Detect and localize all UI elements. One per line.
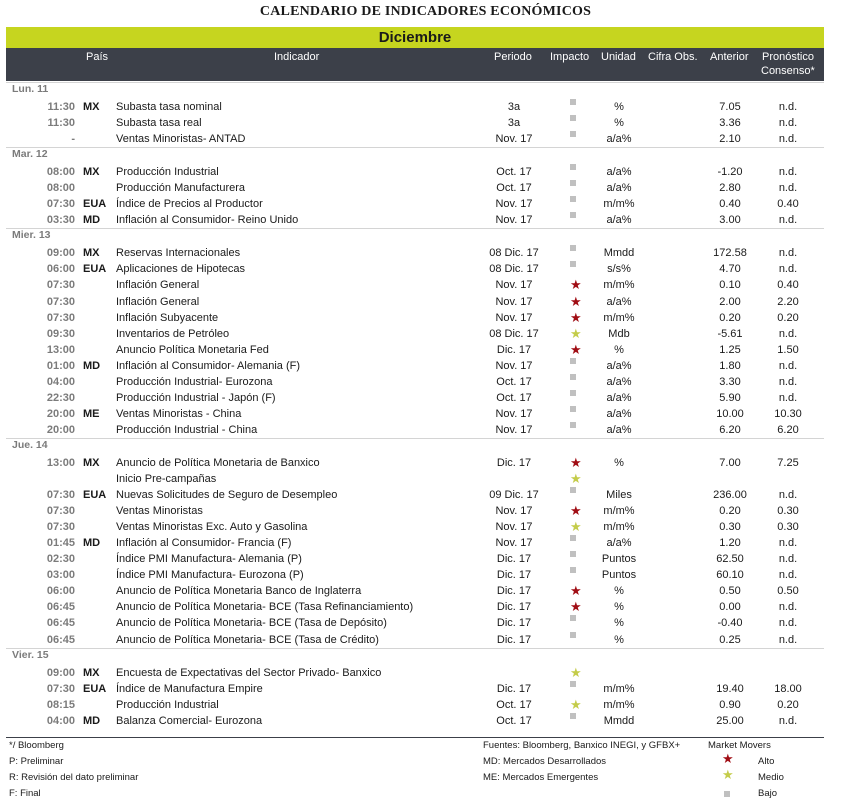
row-indicator: Inventarios de Petróleo: [116, 327, 230, 340]
row-pronostico: n.d.: [778, 553, 798, 566]
row-country: MD: [83, 714, 101, 727]
row-period: Nov. 17: [495, 198, 533, 211]
table-row: [0, 713, 851, 729]
row-pronostico: 1.50: [777, 343, 799, 356]
row-anterior: 1.80: [719, 359, 741, 372]
row-country: EUA: [83, 682, 107, 695]
row-country: MX: [83, 666, 100, 679]
row-indicator: Producción Industrial - Japón (F): [116, 391, 276, 404]
footnote-bloomberg: */ Bloomberg: [9, 740, 64, 751]
row-time: 13:00: [46, 343, 75, 356]
row-anterior: 3.36: [719, 117, 741, 130]
row-unit: m/m%: [603, 279, 635, 292]
table-row: [0, 615, 851, 631]
footnote-sources: Fuentes: Bloomberg, Banxico INEGI, y GFBX+: [483, 740, 681, 751]
row-period: Nov. 17: [495, 423, 533, 436]
table-row: 07:30 Ventas Minoristas Nov. 17 m/m% 0.20 0.30 ★: [0, 503, 851, 519]
row-indicator: Aplicaciones de Hipotecas: [116, 263, 246, 276]
row-time: 09:00: [46, 666, 75, 679]
row-pronostico: 10.30: [774, 407, 802, 420]
row-time: 06:45: [46, 633, 75, 646]
row-period: Oct. 17: [496, 375, 532, 388]
row-pronostico: n.d.: [778, 117, 798, 130]
table-row: 07:30 Ventas Minoristas Exc. Auto y Gasolina Nov. 17 m/m% 0.30 0.30 ★: [0, 519, 851, 535]
row-unit: %: [614, 456, 624, 469]
row-unit: s/s%: [607, 263, 631, 276]
row-indicator: Anuncio de Política Monetaria- BCE (Tasa de Crédito): [116, 633, 379, 646]
table-row: 08:15 Producción Industrial Oct. 17 m/m% 0.90 0.20 ★: [0, 697, 851, 713]
table-row: [0, 632, 851, 648]
row-country: MX: [83, 247, 100, 260]
row-pronostico: n.d.: [778, 617, 798, 630]
row-indicator: Inflación Subyacente: [116, 311, 219, 324]
row-period: Oct. 17: [496, 698, 532, 711]
day-label: Mar. 12: [12, 148, 48, 161]
row-pronostico: 0.20: [777, 698, 799, 711]
row-unit: Puntos: [601, 553, 637, 566]
footnote-final: F: Final: [9, 788, 41, 799]
row-anterior: 2.10: [719, 133, 741, 146]
row-unit: a/a%: [606, 375, 632, 388]
row-anterior: 0.10: [719, 279, 741, 292]
row-period: Dic. 17: [496, 456, 532, 469]
legend-medio-icon: ★: [722, 767, 734, 782]
table-row: Inicio Pre-campañas ★: [116, 471, 582, 486]
row-pronostico: 0.30: [777, 505, 799, 518]
row-unit: a/a%: [606, 537, 632, 550]
row-unit: m/m%: [603, 521, 635, 534]
row-anterior: 2.80: [719, 182, 741, 195]
row-anterior: 4.70: [719, 263, 741, 276]
header-pais: País: [86, 51, 109, 63]
row-pronostico: 0.50: [777, 585, 799, 598]
row-country: MD: [83, 537, 101, 550]
row-pronostico: n.d.: [778, 101, 798, 113]
row-country: MX: [83, 101, 100, 113]
row-indicator: Índice de Manufactura Empire: [116, 682, 263, 695]
day-separator: [6, 147, 824, 148]
table-row: [0, 390, 851, 406]
row-anterior: 6.20: [719, 423, 741, 436]
row-unit: %: [614, 617, 624, 630]
row-anterior: 172.58: [713, 247, 747, 260]
row-time: 07:30: [46, 505, 75, 518]
row-indicator: Producción Industrial - China: [116, 423, 258, 436]
row-period: Dic. 17: [496, 601, 532, 614]
table-row: 07:30 Inflación Subyacente Nov. 17 m/m% 0.20 0.20 ★: [0, 310, 851, 326]
row-indicator: Índice de Precios al Productor: [116, 198, 263, 211]
table-row: [0, 422, 851, 438]
table-row: [0, 212, 851, 228]
footnote-md: MD: Mercados Desarrollados: [483, 756, 607, 767]
row-period: 3a: [507, 117, 521, 130]
row-unit: %: [614, 343, 624, 356]
row-time: 06:45: [46, 617, 75, 630]
table-row: [0, 358, 851, 374]
row-anterior: -1.20: [717, 166, 743, 179]
day-label: Mier. 13: [12, 229, 51, 242]
row-period: 08 Dic. 17: [489, 247, 539, 260]
row-anterior: 0.00: [719, 601, 741, 614]
table-row: [0, 164, 851, 180]
row-pronostico: n.d.: [778, 375, 798, 388]
day-label: Lun. 11: [12, 83, 49, 95]
row-period: Nov. 17: [495, 407, 533, 420]
row-indicator: Producción Manufacturera: [116, 182, 246, 195]
row-anterior: 2.00: [719, 295, 741, 308]
row-unit: %: [614, 585, 624, 598]
row-time: 07:30: [46, 682, 75, 695]
row-indicator: Anuncio de Política Monetaria- BCE (Tasa de Depósito): [116, 617, 387, 630]
row-pronostico: n.d.: [778, 182, 798, 195]
row-period: Dic. 17: [496, 585, 532, 598]
row-anterior: 60.10: [716, 569, 744, 582]
row-anterior: 0.40: [719, 198, 741, 211]
row-pronostico: 0.40: [777, 198, 799, 211]
header-consenso: Consenso*: [761, 65, 815, 77]
row-indicator: Encuesta de Expectativas del Sector Privado- Banxico: [116, 666, 382, 679]
table-row: 09:00 MX Encuesta de Expectativas del Sector Privado- Banxico ★: [0, 665, 851, 681]
row-indicator: Nuevas Solicitudes de Seguro de Desempleo: [116, 489, 338, 502]
row-period: Nov. 17: [495, 295, 533, 308]
row-time: 11:30: [47, 101, 75, 113]
row-pronostico: n.d.: [778, 133, 798, 146]
row-period: Nov. 17: [495, 133, 533, 146]
header-anterior: Anterior: [710, 51, 749, 63]
row-unit: a/a%: [606, 407, 632, 420]
row-unit: a/a%: [606, 423, 632, 436]
row-anterior: 19.40: [716, 682, 744, 695]
row-pronostico: n.d.: [778, 489, 798, 502]
row-anterior: 7.00: [719, 456, 741, 469]
row-anterior: 0.20: [719, 505, 741, 518]
row-anterior: 5.90: [719, 391, 741, 404]
legend-bajo-icon: [724, 789, 730, 800]
row-unit: %: [614, 601, 624, 614]
row-pronostico: 0.30: [777, 521, 799, 534]
row-period: Dic. 17: [496, 553, 532, 566]
day-separator: [6, 228, 824, 229]
row-period: Nov. 17: [495, 359, 533, 372]
row-anterior: 236.00: [713, 489, 747, 502]
table-row: [0, 131, 851, 147]
row-pronostico: n.d.: [778, 569, 798, 582]
table-row: [0, 487, 851, 503]
row-period: Oct. 17: [496, 182, 532, 195]
row-period: Nov. 17: [495, 311, 533, 324]
table-row: [0, 245, 851, 261]
row-time: 06:45: [46, 601, 75, 614]
row-indicator: Inflación al Consumidor- Alemania (F): [116, 359, 301, 372]
table-row: 13:00 Anuncio Política Monetaria Fed Dic. 17 % 1.25 1.50 ★: [0, 342, 851, 358]
row-time: 11:30: [47, 117, 75, 130]
legend-title: Market Movers: [708, 740, 771, 751]
row-pronostico: n.d.: [778, 166, 798, 179]
row-indicator: Inflación General: [116, 295, 200, 308]
row-period: 08 Dic. 17: [489, 263, 539, 276]
row-unit: m/m%: [603, 311, 635, 324]
row-anterior: 0.50: [719, 585, 741, 598]
row-period: Dic. 17: [496, 682, 532, 695]
row-time: 02:30: [46, 553, 75, 566]
row-period: Oct. 17: [496, 714, 532, 727]
table-row: [0, 180, 851, 196]
row-period: 3a: [507, 101, 521, 113]
footer-divider: [6, 737, 824, 738]
row-unit: m/m%: [603, 505, 635, 518]
row-indicator: Ventas Minoristas - China: [116, 407, 242, 420]
row-time: 13:00: [46, 456, 75, 469]
row-time: 07:30: [46, 311, 75, 324]
row-anterior: 1.20: [719, 537, 741, 550]
row-time: 07:30: [46, 489, 75, 502]
row-pronostico: n.d.: [778, 247, 798, 260]
header-impacto: Impacto: [550, 51, 590, 63]
row-indicator: Inicio Pre-campañas: [116, 473, 217, 485]
row-time: 22:30: [46, 391, 75, 404]
table-row: [0, 115, 851, 131]
row-pronostico: 0.40: [777, 279, 799, 292]
row-unit: Puntos: [601, 569, 637, 582]
row-anterior: -5.61: [717, 327, 743, 340]
row-time: 20:00: [46, 423, 75, 436]
table-row: [0, 681, 851, 697]
row-pronostico: n.d.: [778, 359, 798, 372]
row-anterior: 0.30: [719, 521, 741, 534]
header-periodo: Periodo: [494, 51, 532, 63]
row-time: -: [71, 133, 75, 146]
row-country: EUA: [83, 263, 107, 276]
row-unit: a/a%: [606, 133, 632, 146]
row-unit: m/m%: [603, 198, 635, 211]
header-indicador: Indicador: [274, 51, 320, 63]
row-indicator: Índice PMI Manufactura- Eurozona (P): [116, 569, 304, 582]
row-anterior: 1.25: [719, 343, 741, 356]
row-anterior: 0.25: [719, 633, 741, 646]
row-unit: a/a%: [606, 295, 632, 308]
table-row: [0, 374, 851, 390]
row-indicator: Balanza Comercial- Eurozona: [116, 714, 263, 727]
legend-medio-label: Medio: [758, 772, 784, 783]
row-unit: Mmdd: [603, 714, 635, 727]
row-period: 09 Dic. 17: [489, 489, 539, 502]
row-pronostico: 0.20: [777, 311, 799, 324]
row-indicator: Inflación General: [116, 279, 200, 292]
row-anterior: -0.40: [717, 617, 743, 630]
row-indicator: Anuncio Política Monetaria Fed: [116, 343, 269, 356]
row-anterior: 10.00: [716, 407, 744, 420]
row-anterior: 0.90: [719, 698, 741, 711]
row-unit: a/a%: [606, 182, 632, 195]
row-indicator: Ventas Minoristas: [116, 505, 203, 518]
row-country: MD: [83, 214, 101, 227]
row-period: Nov. 17: [495, 279, 533, 292]
table-row: [0, 535, 851, 551]
row-unit: a/a%: [606, 391, 632, 404]
row-unit: a/a%: [606, 359, 632, 372]
row-unit: a/a%: [606, 166, 632, 179]
row-period: Nov. 17: [495, 214, 533, 227]
row-time: 08:00: [46, 182, 75, 195]
row-time: 01:00: [46, 359, 75, 372]
row-indicator: Anuncio de Política Monetaria Banco de Inglaterra: [116, 585, 362, 598]
row-indicator: Inflación al Consumidor- Francia (F): [116, 537, 292, 550]
row-pronostico: n.d.: [778, 601, 798, 614]
row-indicator: Anuncio de Política Monetaria- BCE (Tasa Refinanciamiento): [116, 601, 414, 614]
row-pronostico: n.d.: [778, 391, 798, 404]
row-anterior: 3.00: [719, 214, 741, 227]
row-unit: m/m%: [603, 682, 635, 695]
day-separator: [6, 648, 824, 649]
row-time: 07:30: [46, 198, 75, 211]
row-time: 08:00: [46, 166, 75, 179]
table-row: 07:30 Inflación General Nov. 17 a/a% 2.00 2.20 ★: [0, 294, 851, 310]
row-time: 09:30: [46, 327, 75, 340]
row-indicator: Anuncio de Política Monetaria de Banxico: [116, 456, 320, 469]
day-separator: [6, 438, 824, 439]
row-indicator: Ventas Minoristas- ANTAD: [116, 133, 246, 146]
footnote-revision: R: Revisión del dato preliminar: [9, 772, 139, 783]
row-pronostico: 6.20: [777, 423, 799, 436]
row-time: 04:00: [46, 714, 75, 727]
row-time: 06:00: [46, 263, 75, 276]
row-period: Dic. 17: [496, 569, 532, 582]
row-time: 07:30: [46, 521, 75, 534]
row-period: Oct. 17: [496, 166, 532, 179]
row-unit: a/a%: [606, 214, 632, 227]
row-indicator: Producción Industrial- Eurozona: [116, 375, 273, 388]
row-unit: Mdb: [608, 327, 630, 340]
row-anterior: 25.00: [716, 714, 744, 727]
row-indicator: Ventas Minoristas Exc. Auto y Gasolina: [116, 521, 308, 534]
row-anterior: 3.30: [719, 375, 741, 388]
table-row: [0, 99, 851, 115]
row-pronostico: n.d.: [778, 214, 798, 227]
table-row: 13:00 MX Anuncio de Política Monetaria de Banxico Dic. 17 % 7.00 7.25 ★: [0, 455, 851, 471]
table-row: 06:00 Anuncio de Política Monetaria Banco de Inglaterra Dic. 17 % 0.50 0.50 ★: [0, 583, 851, 599]
row-pronostico: 2.20: [777, 295, 799, 308]
table-header: [6, 48, 824, 81]
row-country: MX: [83, 456, 100, 469]
row-indicator: Índice PMI Manufactura- Alemania (P): [116, 553, 302, 566]
row-time: 03:30: [46, 214, 75, 227]
row-country: EUA: [83, 198, 107, 211]
legend-bajo-label: Bajo: [758, 788, 778, 799]
footnote-preliminar: P: Preliminar: [9, 756, 64, 767]
row-anterior: 62.50: [716, 553, 744, 566]
row-anterior: 0.20: [719, 311, 741, 324]
row-indicator: Reservas Internacionales: [116, 247, 241, 260]
row-unit: m/m%: [603, 698, 635, 711]
row-country: EUA: [83, 489, 107, 502]
table-row: [0, 261, 851, 277]
footnote-me: ME: Mercados Emergentes: [483, 772, 599, 783]
row-indicator: Subasta tasa real: [116, 117, 202, 130]
row-period: Oct. 17: [496, 391, 532, 404]
row-period: Dic. 17: [496, 633, 532, 646]
row-period: Dic. 17: [496, 617, 532, 630]
table-row: [0, 551, 851, 567]
row-time: 07:30: [46, 295, 75, 308]
row-indicator: Inflación al Consumidor- Reino Unido: [116, 214, 299, 227]
day-label: Jue. 14: [12, 438, 48, 451]
table-row: 07:30 Inflación General Nov. 17 m/m% 0.10 0.40 ★: [0, 277, 851, 293]
row-pronostico: n.d.: [778, 327, 798, 340]
row-period: Nov. 17: [495, 537, 533, 550]
row-time: 07:30: [46, 279, 75, 292]
table-row: [0, 406, 851, 422]
row-unit: Mmdd: [603, 247, 635, 260]
legend-alto-icon: ★: [722, 751, 734, 766]
legend-alto-label: Alto: [758, 756, 775, 767]
header-pronostico: Pronóstico: [762, 51, 814, 63]
row-time: 09:00: [46, 247, 75, 260]
row-unit: %: [614, 117, 624, 130]
row-country: MX: [83, 166, 100, 179]
row-indicator: Subasta tasa nominal: [116, 101, 222, 113]
row-unit: Miles: [606, 489, 632, 502]
header-unidad: Unidad: [601, 51, 636, 63]
row-period: Dic. 17: [496, 343, 532, 356]
table-row: 06:45 Anuncio de Política Monetaria- BCE (Tasa Refinanciamiento) Dic. 17 % 0.00 n.d. ★: [0, 599, 851, 615]
table-row: [0, 196, 851, 212]
row-time: 01:45: [46, 537, 75, 550]
table-row: 09:30 Inventarios de Petróleo 08 Dic. 17 Mdb -5.61 n.d. ★: [0, 326, 851, 342]
page-title: CALENDARIO DE INDICADORES ECONÓMICOS: [259, 4, 592, 19]
row-country: ME: [83, 407, 100, 420]
row-time: 20:00: [46, 407, 75, 420]
row-pronostico: n.d.: [778, 714, 798, 727]
row-period: Nov. 17: [495, 521, 533, 534]
row-time: 03:00: [46, 569, 75, 582]
row-pronostico: 18.00: [774, 682, 802, 695]
day-separator: [6, 82, 824, 83]
row-period: Nov. 17: [495, 505, 533, 518]
row-country: MD: [83, 359, 101, 372]
row-pronostico: 7.25: [777, 456, 799, 469]
row-pronostico: n.d.: [778, 263, 798, 276]
row-pronostico: n.d.: [778, 537, 798, 550]
table-row: [0, 567, 851, 583]
row-time: 06:00: [46, 585, 75, 598]
row-indicator: Producción Industrial: [116, 166, 219, 179]
row-period: 08 Dic. 17: [489, 327, 539, 340]
row-time: 08:15: [46, 698, 75, 711]
row-unit: %: [614, 633, 624, 646]
header-cifra: Cifra Obs.: [648, 51, 698, 63]
day-label: Vier. 15: [12, 648, 49, 661]
row-pronostico: n.d.: [778, 633, 798, 646]
row-time: 04:00: [46, 375, 75, 388]
row-indicator: Producción Industrial: [116, 698, 219, 711]
row-anterior: 7.05: [719, 101, 741, 113]
row-unit: %: [614, 101, 624, 113]
month-banner: Diciembre: [6, 27, 824, 48]
